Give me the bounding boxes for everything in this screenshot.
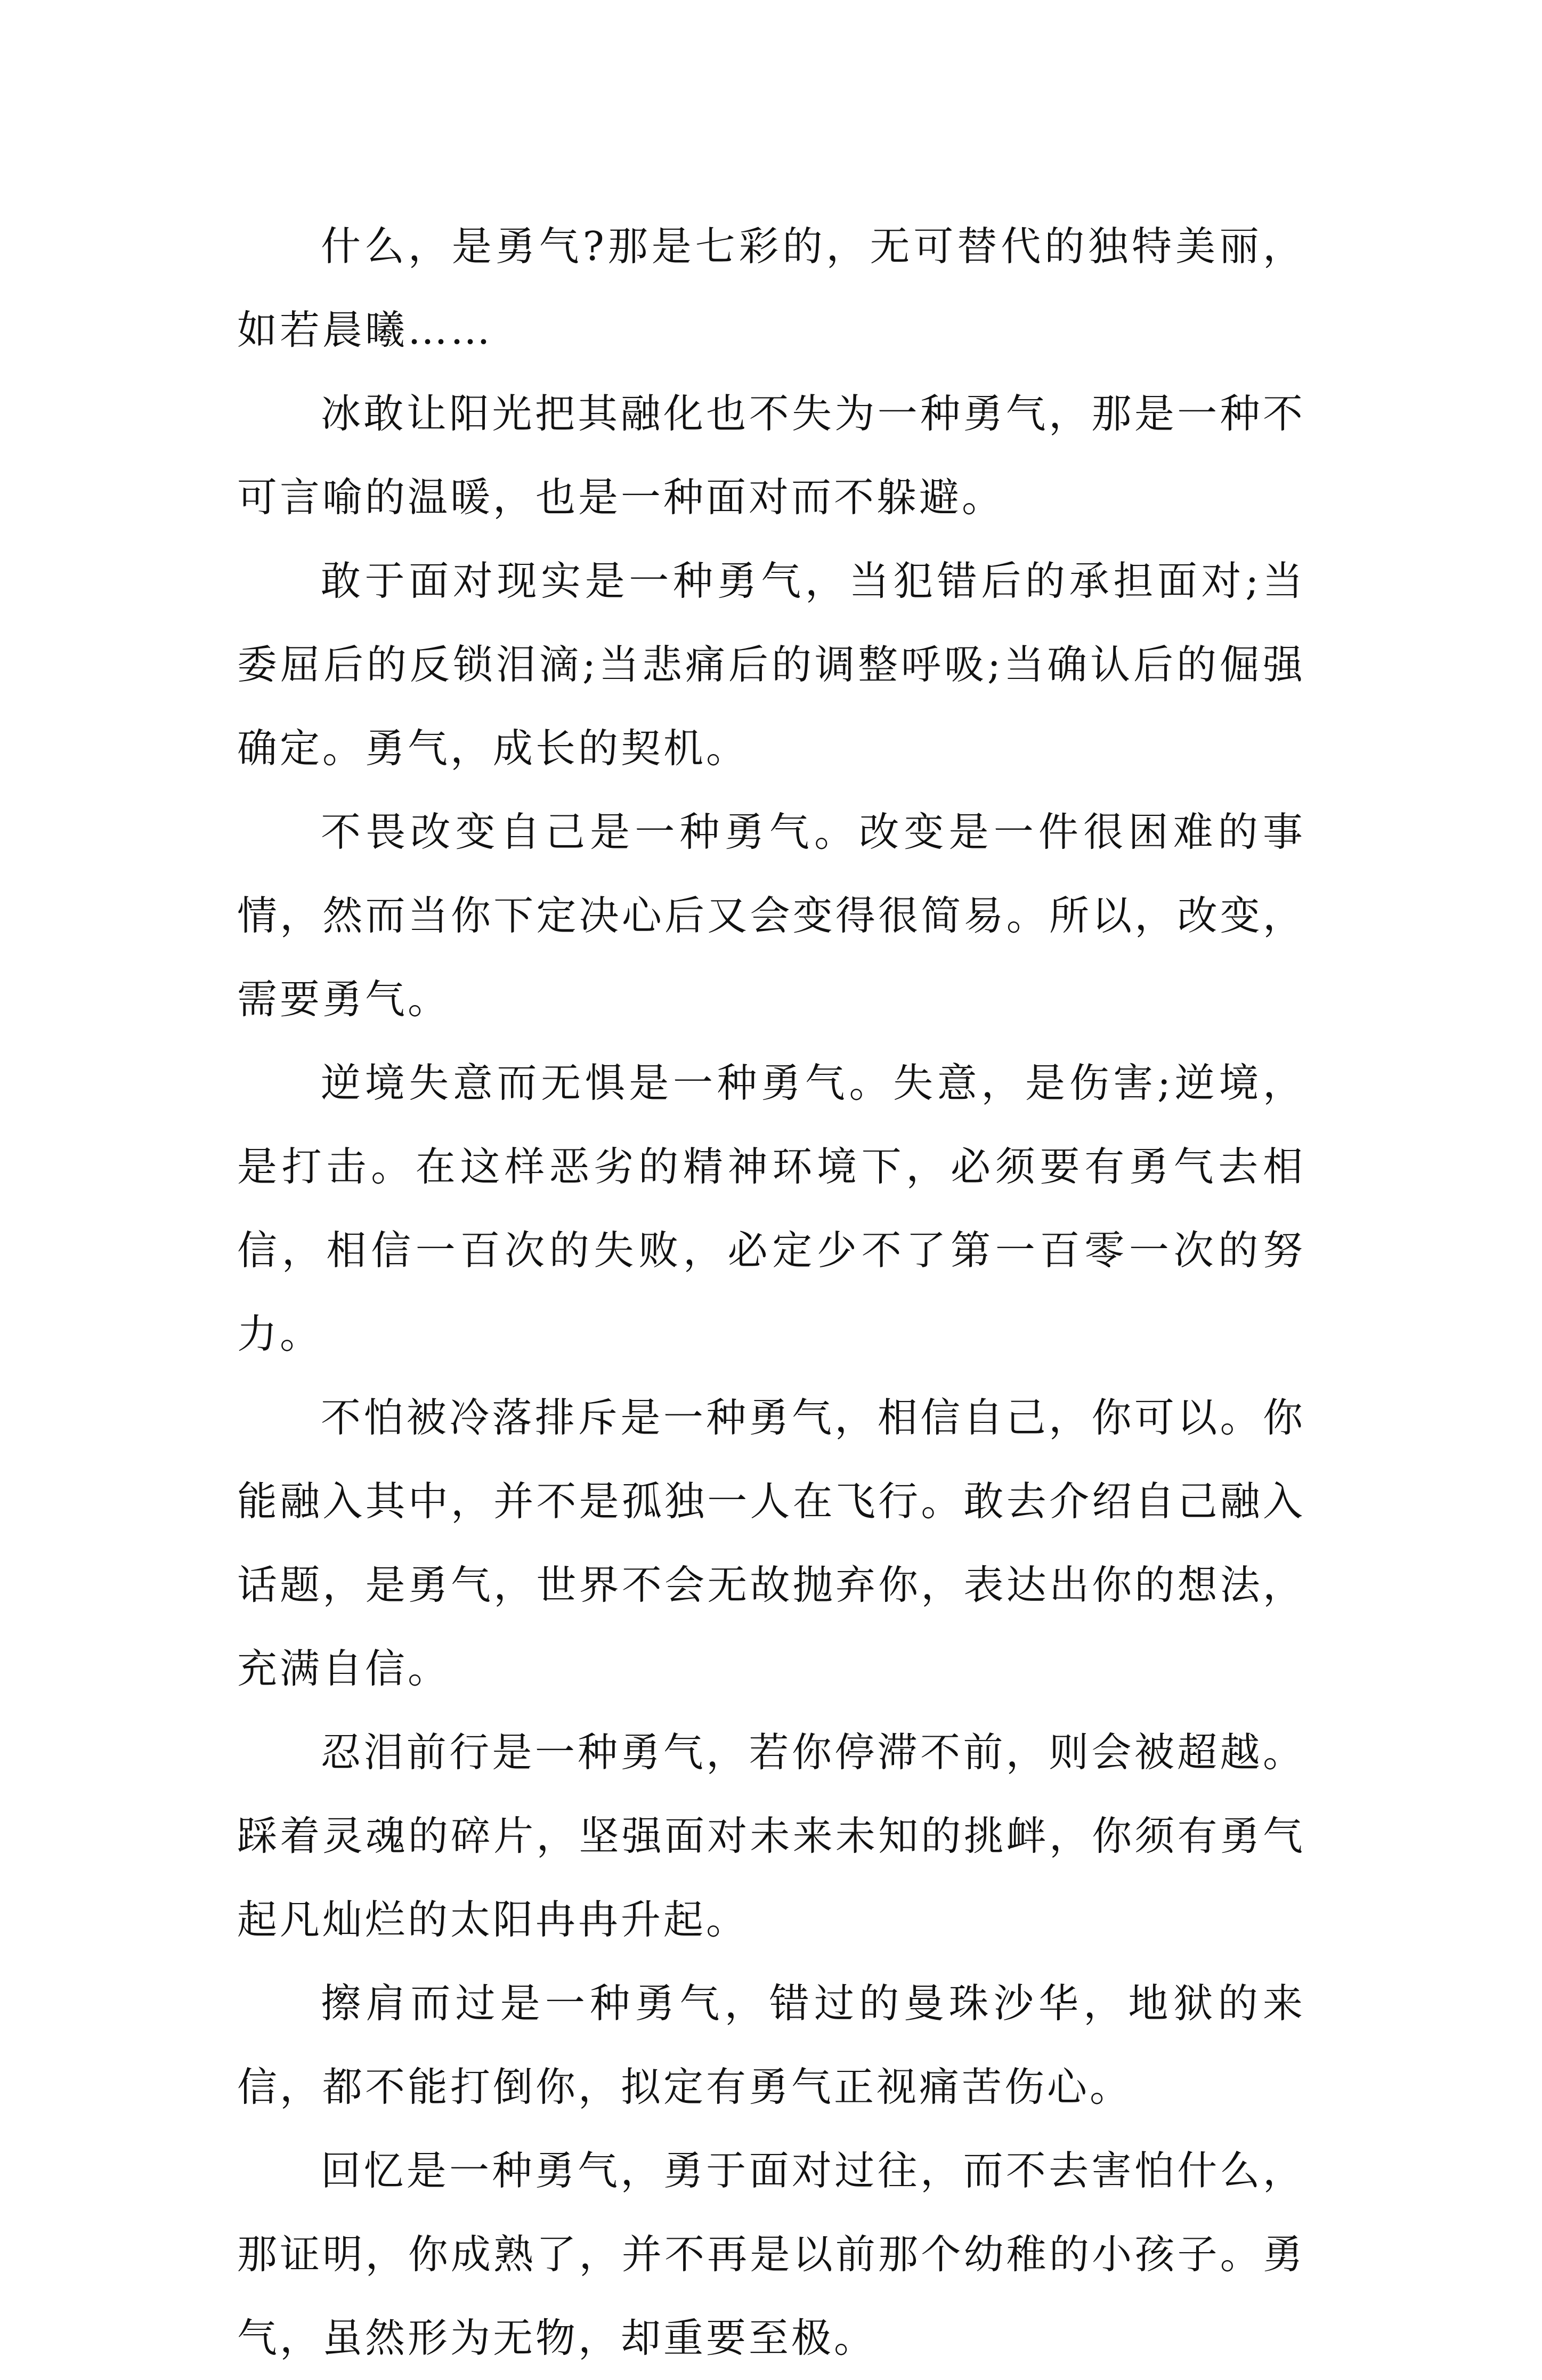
paragraph-5: 逆境失意而无惧是一种勇气。失意，是伤害;逆境，是打击。在这样恶劣的精神环境下，必须要有勇气去相信，相信一百次的失败，必定少不了第一百零一次的努力。: [237, 1059, 1305, 1357]
paragraph-1: 什么，是勇气?那是七彩的，无可替代的独特美丽，如若晨曦……: [237, 223, 1305, 353]
paragraph-9: 回忆是一种勇气，勇于面对过往，而不去害怕什么，那证明，你成熟了，并不再是以前那个幼稚的小孩子。勇气，虽然形为无物，却重要至极。: [237, 2147, 1305, 2361]
paragraph-6: 不怕被冷落排斥是一种勇气，相信自己，你可以。你能融入其中，并不是孤独一人在飞行。敢去介绍自己融入话题，是勇气，世界不会无故抛弃你，表达出你的想法，充满自信。: [237, 1394, 1305, 1692]
paragraph-7: 忍泪前行是一种勇气，若你停滞不前，则会被超越。踩着灵魂的碎片，坚强面对未来未知的挑衅，你须有勇气起凡灿烂的太阳冉冉升起。: [237, 1729, 1305, 1943]
paragraph-2: 冰敢让阳光把其融化也不失为一种勇气，那是一种不可言喻的温暖，也是一种面对而不躲避。: [237, 390, 1305, 521]
paragraph-4: 不畏改变自己是一种勇气。改变是一件很困难的事情，然而当你下定决心后又会变得很简易。所以，改变，需要勇气。: [237, 808, 1305, 1023]
essay-body: [237, 205, 1305, 2380]
paragraph-3: 敢于面对现实是一种勇气，当犯错后的承担面对;当委屈后的反锁泪滴;当悲痛后的调整呼吸;当确认后的倔强确定。勇气，成长的契机。: [237, 557, 1305, 772]
paragraph-8: 擦肩而过是一种勇气，错过的曼珠沙华，地狱的来信，都不能打倒你，拟定有勇气正视痛苦伤心。: [237, 1980, 1305, 2110]
